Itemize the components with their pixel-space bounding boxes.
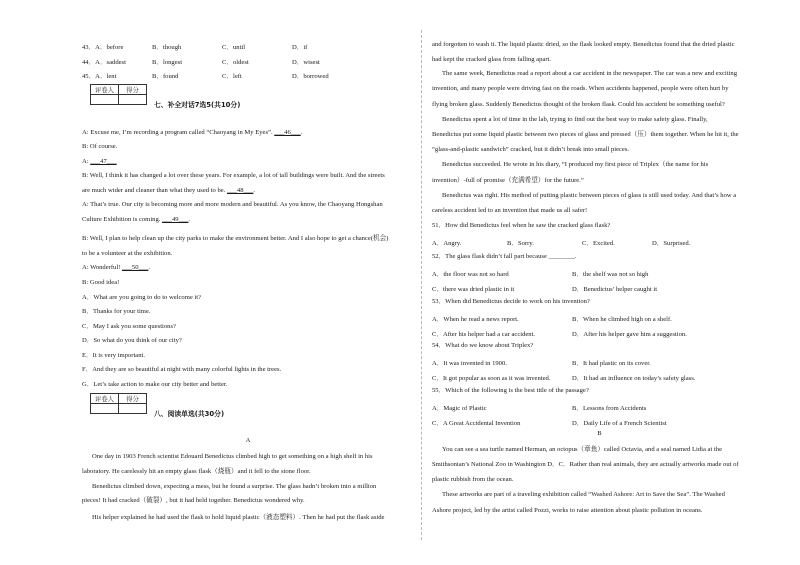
option-item: D．wisest — [292, 59, 320, 66]
option-item: B．found — [152, 73, 179, 80]
answer-option[interactable]: B．Lessons from Accidents — [572, 405, 647, 412]
answer-option[interactable]: A．the floor was not so hard — [432, 271, 509, 278]
column-divider — [421, 30, 422, 540]
option-item: C．left — [222, 73, 242, 80]
option-item: 43．A．before — [82, 44, 124, 51]
answer-option[interactable]: C．It got popular as soon as it was invented. — [432, 375, 551, 382]
choice-option: B．Thanks for your time. — [82, 308, 151, 315]
passage-line: You can see a sea turtle named Herman, an octopus（章鱼）called Octavia, and a seal named Lidia at the — [442, 446, 723, 453]
dialogue-line: are much wider and cleaner than what they used to be. ___48___. — [82, 187, 256, 194]
passage-line: The same week, Benedictus read a report about a car accident in the newspaper. The car was a new and exciting — [442, 70, 738, 77]
choice-option: E．It is very important. — [82, 352, 145, 359]
question-stem: 52．The glass flask didn’t fall part because ________. — [432, 253, 577, 260]
dialogue-line: B: Well, I think it has changed a lot over these years. For example, a lot of tall buildings were built. And the streets — [82, 172, 385, 179]
passage-line: One day in 1903 French scientist Edouard Benedictus climbed high to get something on a high shelf in his — [92, 453, 373, 460]
passage-line: These artworks are part of a traveling exhibition called “Washed Ashore: Art to Save the Sea”. The Washed — [442, 491, 725, 498]
passage-line: Benedictus put some liquid plastic between two pieces of glass and pressed（压）them together. When he hit it, the — [432, 131, 739, 138]
passage-line: Ashore project, led by the artist called Pozzi, works to raise attention about plastic pollution in oceans. — [432, 507, 703, 514]
passage-line: had kept the cracked glass from falling apart. — [432, 56, 552, 63]
answer-option[interactable]: B．the shelf was not so high — [572, 271, 649, 278]
choice-option: D．So what do you think of our city? — [82, 337, 182, 344]
answer-option[interactable]: D．Daily Life of a French Scientist — [572, 420, 667, 427]
answer-option[interactable]: D．Benedictus’ helper caught it — [572, 286, 658, 293]
score-cell — [91, 404, 119, 414]
passage-line: laboratory. He carelessly hit an empty glass flask（烧瓶）and it fell to the stone floor. — [82, 468, 311, 475]
answer-blank[interactable]: ___50___ — [122, 264, 149, 271]
choice-option: A．What are you going to do to welcome it? — [82, 294, 202, 301]
section-title: 七、补全对话7选5(共10分) — [154, 101, 241, 109]
dialogue-line: to be a volunteer at the exhibition. — [82, 250, 173, 257]
section-title: 八、阅读单选(共30分) — [154, 410, 225, 418]
dialogue-line: A: That’s true. Our city is becoming more and more modern and beautiful. As you know, the Chaoyang Hongshan — [82, 201, 383, 208]
passage-line: and forgotten to wash it. The liquid plastic dried, so the flask looked empty. Benedictus found that the dried plastic — [432, 41, 735, 48]
question-stem: 53．When did Benedictus decide to work on his invention? — [432, 298, 590, 305]
option-item: C．until — [222, 44, 246, 51]
answer-option[interactable]: A．Magic of Plastic — [432, 405, 487, 412]
passage-line: plastic rubbish from the ocean. — [432, 476, 514, 483]
score-cell: 得分 — [119, 85, 147, 95]
answer-option[interactable]: D．After his helper gave him a suggestion. — [572, 331, 687, 338]
score-table-section8 — [90, 393, 147, 414]
answer-blank[interactable]: ___49___ — [162, 216, 189, 223]
score-cell — [119, 95, 147, 105]
answer-option[interactable]: B．It had plastic on its cover. — [572, 360, 651, 367]
dialogue-line: B: Well, I plan to help clean up the city parks to make the environment better. And I also hope to get a chance(机会) — [82, 235, 389, 242]
dialogue-line: B: Good idea! — [82, 279, 120, 286]
answer-option[interactable]: A．It was invented in 1900. — [432, 360, 507, 367]
option-item: 44．A．saddest — [82, 59, 126, 66]
answer-blank[interactable]: ___48___ — [227, 187, 254, 194]
answer-option[interactable]: C．Excited. — [582, 240, 615, 247]
passage-line: invention, and many people were driving fast on the roads. When accidents happened, people were often hurt by — [432, 85, 729, 92]
answer-option[interactable]: A．Angry. — [432, 240, 462, 247]
dialogue-line: A: Excuse me, I’m recording a program called “Chaoyang in My Eyes”. ___46___. — [82, 129, 303, 136]
passage-line: Smithsonian’s National Zoo in Washington D．C．Rather than real animals, they are actually artworks made out of — [432, 461, 739, 468]
choice-option: F．And they are so beautiful at night with many colorful lights in the trees. — [82, 366, 282, 373]
question-stem: 54．What do we know about Triplex? — [432, 342, 534, 349]
choice-option: C．May I ask you some questions? — [82, 323, 176, 330]
passage-label: A — [245, 437, 251, 444]
dialogue-line: Culture Exhibition is coming. ___49___. — [82, 216, 191, 223]
score-cell: 评卷人 — [91, 85, 119, 95]
answer-option[interactable]: A．When he read a news report. — [432, 316, 519, 323]
score-cell: 得分 — [119, 394, 147, 404]
score-table-section7 — [90, 84, 147, 105]
passage-line: flying broken glass. Suddenly Benedictus thought of the broken flask. Could his accident be something useful? — [432, 101, 725, 108]
answer-option[interactable]: C．A Great Accidental Invention — [432, 420, 521, 427]
score-cell — [119, 404, 147, 414]
answer-blank[interactable]: ___47___ — [90, 158, 117, 165]
option-item: C．oldest — [222, 59, 249, 66]
passage-line: careless accident led to an invention that made us all safer! — [432, 207, 588, 214]
answer-option[interactable]: D．It had an influence on today’s safety glass. — [572, 375, 696, 382]
passage-line: “glass-and-plastic sandwich” cracked, but it didn’t break into small pieces. — [432, 146, 630, 153]
option-item: D．borrowed — [292, 73, 329, 80]
answer-option[interactable]: D．Surprised. — [652, 240, 691, 247]
passage-line: Benedictus succeeded. He wrote in his diary, “I produced my first piece of Triplex（the name for his — [442, 161, 709, 168]
answer-option[interactable]: C．there was dried plastic in it — [432, 286, 515, 293]
score-cell — [91, 95, 119, 105]
option-item: B．though — [152, 44, 182, 51]
answer-option[interactable]: B．Sorry. — [507, 240, 534, 247]
score-cell: 评卷人 — [91, 394, 119, 404]
passage-line: Benedictus climbed down, expecting a mess, but he found a surprise. The glass hadn’t broken into a million — [92, 483, 377, 490]
passage-line: His helper explained he had used the flask to hold liquid plastic（液态塑料）. Then he had put the flask aside — [92, 514, 385, 521]
passage-line: pieces! It had cracked（破裂）, but it had held together. Benedictus wondered why. — [82, 497, 305, 504]
passage-line: invention）-full of promise（充满希望）for the future.” — [432, 177, 584, 184]
passage-line: Benedictus spent a lot of time in the lab, trying to find out the best way to make safety glass. Finally, — [442, 116, 708, 123]
answer-blank[interactable]: ___46___ — [274, 129, 301, 136]
option-item: B．longest — [152, 59, 183, 66]
answer-option[interactable]: C．After his helper had a car accident. — [432, 331, 536, 338]
option-item: 45．A．lent — [82, 73, 117, 80]
dialogue-line: A: ___47___ — [82, 158, 117, 165]
question-stem: 51．How did Benedictus feel when he saw the cracked glass flask? — [432, 222, 611, 229]
answer-option[interactable]: B．When he climbed high on a shelf. — [572, 316, 672, 323]
choice-option: G．Let’s take action to make our city better and better. — [82, 381, 228, 388]
option-item: D．if — [292, 44, 308, 51]
dialogue-line: B: Of course. — [82, 143, 118, 150]
passage-label: B — [597, 430, 602, 437]
question-stem: 55．Which of the following is the best title of the passage? — [432, 387, 589, 394]
passage-line: Benedictus was right. His method of putting plastic between pieces of glass is still used today. And that’s how a — [442, 192, 737, 199]
dialogue-line: A: Wonderful! ___50___. — [82, 264, 151, 271]
